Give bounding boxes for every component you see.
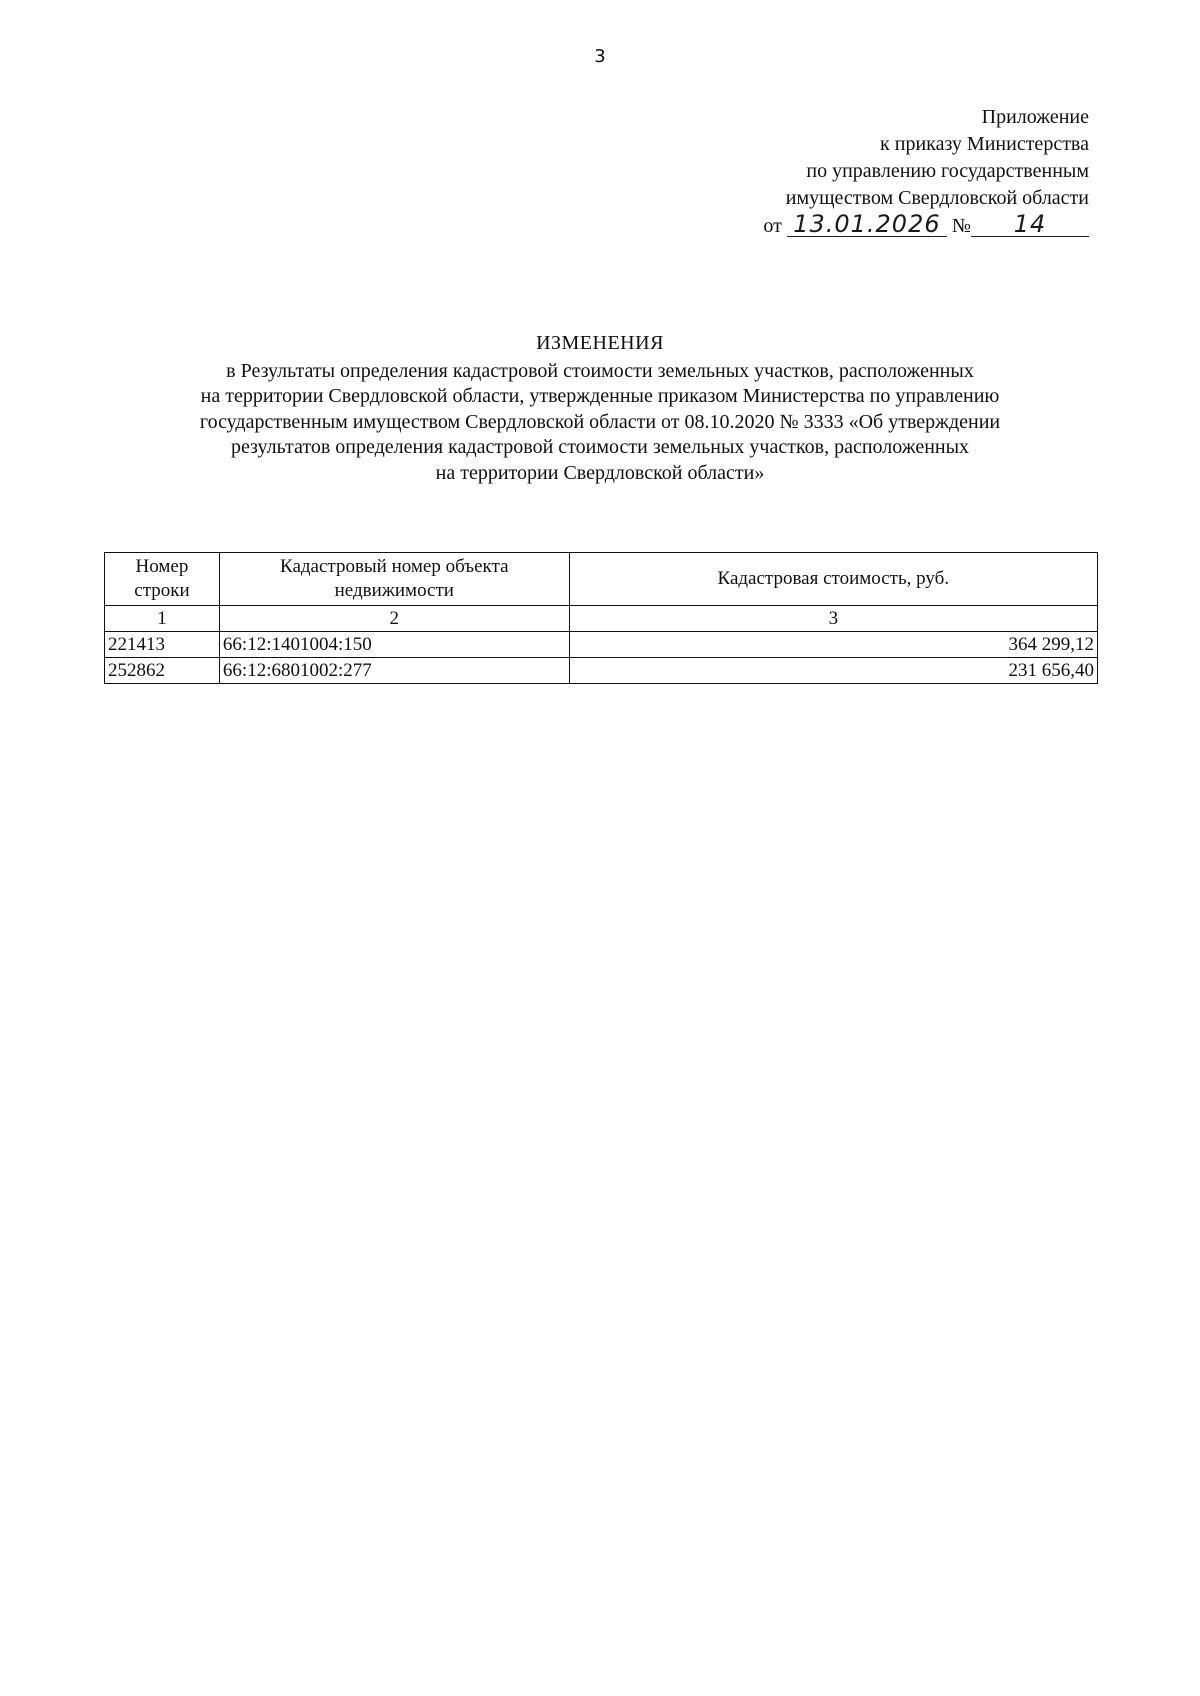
number-sign: №: [951, 215, 971, 237]
row-number-cell: 221413: [105, 632, 220, 658]
document-heading: ИЗМЕНЕНИЯ: [536, 332, 664, 354]
document-title-block: [0, 331, 1200, 486]
order-date-line: [763, 212, 1089, 240]
title-line: в Результаты определения кадастровой стоимости земельных участков, расположенных: [226, 359, 974, 382]
header-cadastral-number-label: Кадастровый номер объекта недвижимости: [280, 556, 509, 601]
appendix-line: к приказу Министерства: [880, 133, 1089, 155]
column-number: 2: [219, 606, 569, 632]
cadastral-value-cell: 231 656,40: [569, 658, 1097, 684]
date-prefix: от: [763, 215, 782, 237]
title-line: на территории Свердловской области, утвержденные приказом Министерства по управлению: [200, 385, 1000, 407]
header-cadastral-number: [219, 553, 569, 606]
handwritten-order-number: 14: [971, 212, 1089, 237]
header-cadastral-value-label: Кадастровая стоимость, руб.: [717, 568, 950, 589]
table-header-row: [105, 553, 1098, 606]
title-line: результатов определения кадастровой стоимости земельных участков, расположенных: [230, 436, 970, 458]
handwritten-date: 13.01.2026: [787, 212, 947, 237]
column-number: 1: [105, 606, 220, 632]
table-row: [105, 632, 1098, 658]
appendix-line: Приложение: [981, 106, 1089, 128]
cadastral-number-cell: 66:12:1401004:150: [219, 632, 569, 658]
cadastral-value-table: [104, 552, 1098, 684]
table-row: [105, 658, 1098, 684]
header-cadastral-value: [569, 553, 1097, 606]
header-row-number-label: Номер строки: [134, 556, 190, 601]
appendix-line: имуществом Свердловской области: [785, 187, 1089, 209]
title-line: на территории Свердловской области»: [435, 461, 765, 484]
cadastral-number-cell: 66:12:6801002:277: [219, 658, 569, 684]
column-number-row: [105, 606, 1098, 632]
column-number: 3: [569, 606, 1097, 632]
title-line: государственным имуществом Свердловской области от 08.10.2020 № 3333 «Об утверждении: [199, 410, 1001, 433]
cadastral-value-cell: 364 299,12: [569, 632, 1097, 658]
page-number: 3: [594, 46, 606, 67]
row-number-cell: 252862: [105, 658, 220, 684]
appendix-line: по управлению государственным: [806, 160, 1089, 182]
header-row-number: [105, 553, 220, 606]
appendix-block: [763, 104, 1089, 240]
